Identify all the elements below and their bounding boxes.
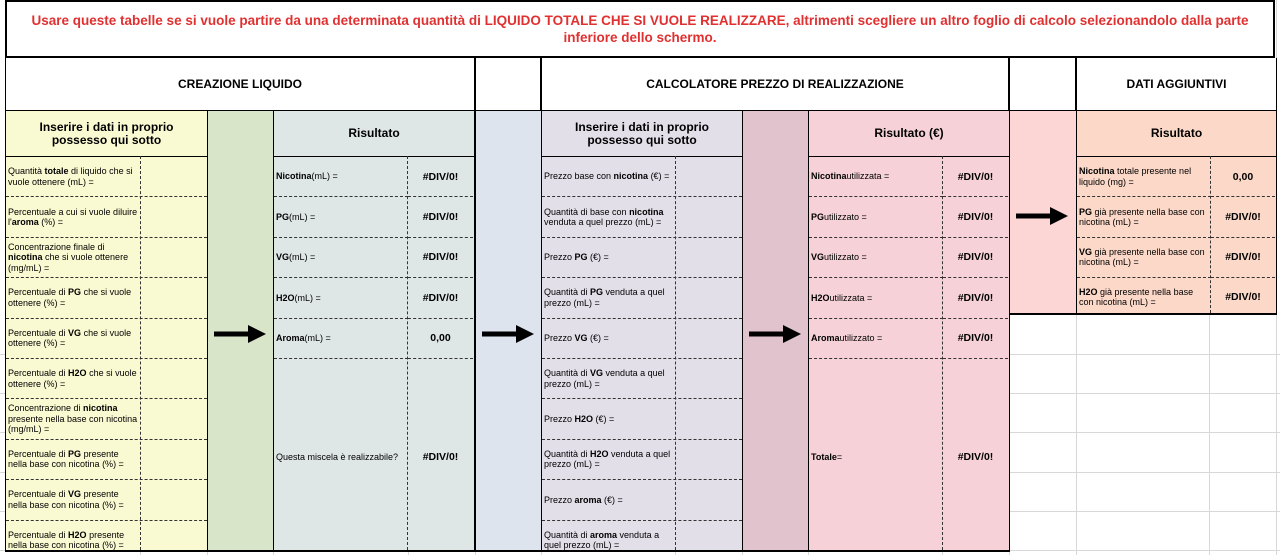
- input-row-nicotina-base[interactable]: [6, 399, 207, 439]
- qty-row-aroma[interactable]: Quantità di aroma venduta a quel prezzo (mL) =: [544, 529, 660, 551]
- dati-label-h2o: H2O già presente nella base con nicotina (mL) =: [1079, 286, 1194, 308]
- input-label: Percentuale di H2O presente nella base con nicotina (%) =: [8, 529, 125, 551]
- result-value-h2o: #DIV/0!: [408, 278, 473, 318]
- arrow-right-icon: [749, 324, 801, 344]
- result-value-aroma: 0,00: [408, 319, 473, 359]
- input-row-quantita-totale[interactable]: [6, 157, 207, 197]
- input-label: Concentrazione finale di nicotina che si vuole ottenere (mg/mL) =: [8, 241, 129, 273]
- input-row-vg-percentuale[interactable]: [6, 319, 207, 359]
- cost-value-aroma: #DIV/0!: [943, 319, 1008, 359]
- qty-row-vg[interactable]: Quantità di VG venduta a quel prezzo (mL) =: [542, 359, 742, 399]
- creazione-result-header: Risultato: [274, 111, 474, 157]
- creazione-result-table: [273, 111, 475, 552]
- result-value-vg: #DIV/0!: [408, 238, 473, 278]
- dati-result-header: Risultato: [1077, 111, 1276, 157]
- section-title-creazione: CREAZIONE LIQUIDO: [177, 77, 302, 91]
- result-label-nicotina: Nicotina (mL) =: [274, 157, 408, 197]
- section-title-calcolatore: CALCOLATORE PREZZO DI REALIZZAZIONE: [646, 77, 904, 91]
- input-label: Percentuale di PG presente nella base con nicotina (%) =: [8, 448, 124, 470]
- section-gap-1: [475, 58, 541, 111]
- input-row-pg-base[interactable]: [6, 440, 207, 480]
- calcolatore-result-header: Risultato (€): [809, 111, 1009, 157]
- result-column-divider: [1210, 156, 1211, 313]
- section-gap-2: [1009, 58, 1076, 111]
- price-row-vg[interactable]: Prezzo VG (€) =: [542, 319, 742, 359]
- arrow-right-icon: [1016, 206, 1068, 226]
- cost-label-totale: Totale =: [811, 452, 843, 463]
- input-column-divider: [140, 156, 141, 550]
- section-header-creazione: [5, 58, 475, 111]
- input-row-aroma-percentuale[interactable]: [6, 197, 207, 237]
- result-label-aroma: Aroma (mL) =: [274, 319, 408, 359]
- input-label: Percentuale di VG presente nella base con nicotina (%) =: [8, 489, 124, 510]
- cost-label-aroma: Aroma utilizzato =: [809, 319, 943, 359]
- input-row-h2o-base[interactable]: [6, 521, 207, 560]
- dati-value-h2o: #DIV/0!: [1225, 291, 1261, 304]
- creazione-input-rows: [6, 157, 207, 560]
- dati-result-table: [1076, 111, 1277, 315]
- calcolatore-result-table: [808, 111, 1010, 552]
- calcolatore-input-table: [541, 111, 743, 552]
- result-label-vg: VG (mL) =: [274, 238, 408, 278]
- cost-value-vg: #DIV/0!: [943, 238, 1008, 278]
- creazione-input-header: Inserire i dati in proprio possesso qui sotto: [6, 111, 207, 157]
- dati-value-pg: #DIV/0!: [1211, 197, 1275, 237]
- section-header-calcolatore: [541, 58, 1009, 111]
- cost-label-nicotina: Nicotina utilizzata =: [809, 157, 943, 197]
- calcolatore-input-header: Inserire i dati in proprio possesso qui sotto: [542, 111, 742, 157]
- dati-label-vg: VG già presente nella base con nicotina (mL) =: [1077, 238, 1211, 278]
- qty-row-nicotina[interactable]: Quantità di base con nicotina venduta a quel prezzo (mL) =: [542, 197, 742, 237]
- dati-label-pg: PG già presente nella base con nicotina (mL) =: [1077, 197, 1211, 237]
- cost-value-pg: #DIV/0!: [943, 197, 1008, 237]
- cost-value-totale: #DIV/0!: [957, 451, 994, 464]
- qty-row-h2o[interactable]: Quantità di H2O venduta a quel prezzo (mL) =: [542, 440, 742, 480]
- price-row-aroma[interactable]: Prezzo aroma (€) =: [542, 480, 742, 520]
- input-row-pg-percentuale[interactable]: [6, 278, 207, 318]
- instructions-banner: Usare queste tabelle se si vuole partire da una determinata quantità di LIQUIDO TOTALE CHE SI VUOLE REALIZZARE, altrimenti scegliere un altro foglio di calcolo selezionandolo dalla parte inferiore dello schermo.: [5, 0, 1275, 58]
- cost-value-nicotina: #DIV/0!: [943, 157, 1008, 197]
- price-row-pg[interactable]: Prezzo PG (€) =: [542, 238, 742, 278]
- qty-row-pg[interactable]: Quantità di PG venduta a quel prezzo (mL) =: [542, 278, 742, 318]
- price-row-nicotina[interactable]: Prezzo base con nicotina (€) =: [542, 157, 742, 197]
- input-label: Percentuale di PG che si vuole ottenere (%) =: [8, 287, 132, 308]
- input-label: Concentrazione di nicotina presente nella base con nicotina (mg/mL) =: [8, 403, 138, 435]
- input-label: Percentuale a cui si vuole diluire l'aroma (%) =: [8, 206, 138, 228]
- cost-label-pg: PG utilizzato =: [809, 197, 943, 237]
- input-row-vg-base[interactable]: [6, 480, 207, 520]
- price-row-h2o[interactable]: Prezzo H2O (€) =: [542, 399, 742, 439]
- arrow-right-icon: [482, 324, 534, 344]
- input-row-h2o-percentuale[interactable]: [6, 359, 207, 399]
- input-label: Percentuale di VG che si vuole ottenere (%) =: [8, 327, 132, 349]
- dati-label-nicotina: Nicotina totale presente nel liquido (mg) =: [1077, 157, 1211, 197]
- result-label-h2o: H2O (mL) =: [274, 278, 408, 318]
- result-label-pg: PG (mL) =: [274, 197, 408, 237]
- arrow-right-icon: [214, 324, 266, 344]
- section-title-dati: DATI AGGIUNTIVI: [1126, 77, 1227, 91]
- input-row-nicotina-finale[interactable]: [6, 238, 207, 278]
- result-value-nicotina: #DIV/0!: [408, 157, 473, 197]
- dati-value-nicotina: 0,00: [1211, 157, 1275, 197]
- input-column-divider: [675, 156, 676, 550]
- cost-label-vg: VG utilizzato =: [809, 238, 943, 278]
- section-header-dati: [1076, 58, 1277, 111]
- cost-label-h2o: H2O utilizzata =: [809, 278, 943, 318]
- result-label-realizzabile: Questa miscela è realizzabile?: [276, 452, 399, 463]
- cost-value-h2o: #DIV/0!: [943, 278, 1008, 318]
- result-column-divider: [407, 156, 408, 550]
- result-value-pg: #DIV/0!: [408, 197, 473, 237]
- input-label: Quantità totale di liquido che si vuole ottenere (mL) =: [8, 166, 133, 187]
- input-label: Percentuale di H2O che si vuole ottenere (%) =: [8, 368, 137, 389]
- dati-value-vg: #DIV/0!: [1211, 238, 1275, 278]
- creazione-input-table: [5, 111, 208, 552]
- result-column-divider: [942, 156, 943, 550]
- result-value-realizzabile: #DIV/0!: [422, 451, 459, 464]
